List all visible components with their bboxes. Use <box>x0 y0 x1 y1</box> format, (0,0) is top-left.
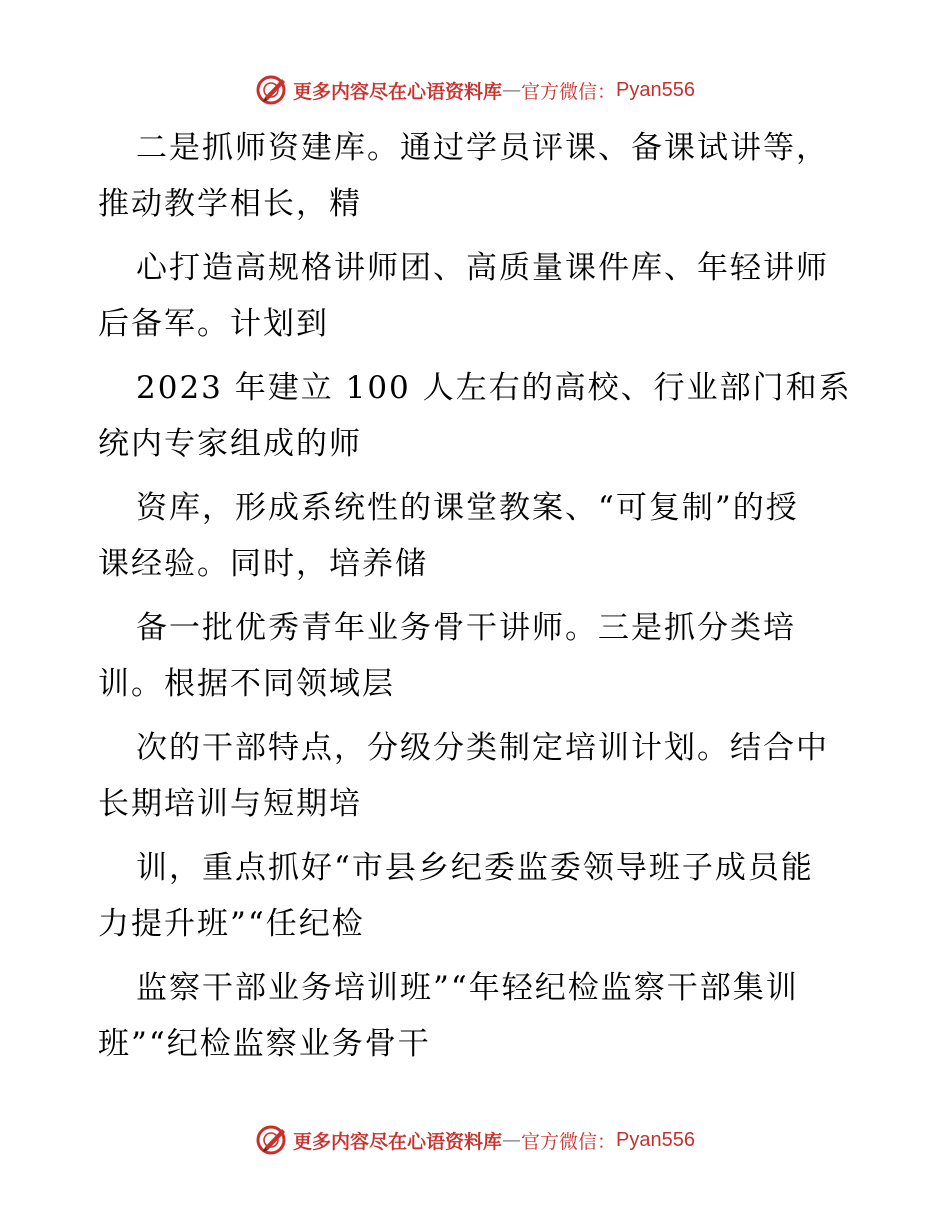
footer-site-text: 更多内容尽在心语资料库 <box>293 1130 503 1153</box>
paragraph-7 <box>98 840 858 952</box>
paragraph-line: 后备军。计划到 <box>98 306 329 342</box>
paragraph-line: 训。根据不同领域层 <box>98 666 395 702</box>
paragraph-8 <box>98 960 858 1072</box>
paragraph-line: 次的干部特点，分级分类制定培训计划。结合中 <box>136 730 829 766</box>
paragraph-line: 课经验。同时，培养储 <box>98 546 428 582</box>
header-banner <box>0 70 950 110</box>
header-site-text: 更多内容尽在心语资料库 <box>293 80 503 103</box>
header-wechat-label: 官方微信： <box>521 80 617 103</box>
paragraph-line: 长期培训与短期培 <box>98 786 362 822</box>
paragraph-line: 训，重点抓好“市县乡纪委监委领导班子成员能 <box>136 850 814 886</box>
paragraph-line: 备一批优秀青年业务骨干讲师。三是抓分类培 <box>136 610 796 646</box>
paragraph-6 <box>98 720 858 832</box>
footer-wechat-label: 官方微信： <box>521 1130 617 1153</box>
paragraph-3 <box>98 360 858 472</box>
footer-separator: — <box>502 1129 522 1151</box>
paragraph-1 <box>98 120 858 232</box>
paragraph-2 <box>98 240 858 352</box>
header-separator: — <box>502 79 522 101</box>
paragraph-line: 2023 年建立 100 人左右的高校、行业部门和系 <box>136 370 852 406</box>
paragraph-line: 资库，形成系统性的课堂教案、“可复制”的授 <box>136 490 799 526</box>
paragraph-line: 心打造高规格讲师团、高质量课件库、年轻讲师 <box>136 250 829 286</box>
paragraph-line: 监察干部业务培训班”“年轻纪检监察干部集训 <box>136 970 799 1006</box>
footer-wechat-id: Pyan556 <box>616 1128 695 1151</box>
header-wechat-id: Pyan556 <box>616 78 695 101</box>
paragraph-line: 二是抓师资建库。通过学员评课、备课试讲等， <box>136 130 829 166</box>
paragraph-5 <box>98 600 858 712</box>
pen-logo-icon <box>255 73 289 107</box>
paragraph-line: 力提升班”“任纪检 <box>98 906 365 942</box>
footer-banner <box>0 1120 950 1160</box>
document-body <box>98 120 858 1080</box>
paragraph-line: 统内专家组成的师 <box>98 426 362 462</box>
pen-logo-icon <box>255 1123 289 1157</box>
paragraph-line: 班”“纪检监察业务骨干 <box>98 1026 431 1062</box>
paragraph-4 <box>98 480 858 592</box>
paragraph-line: 推动教学相长，精 <box>98 186 362 222</box>
